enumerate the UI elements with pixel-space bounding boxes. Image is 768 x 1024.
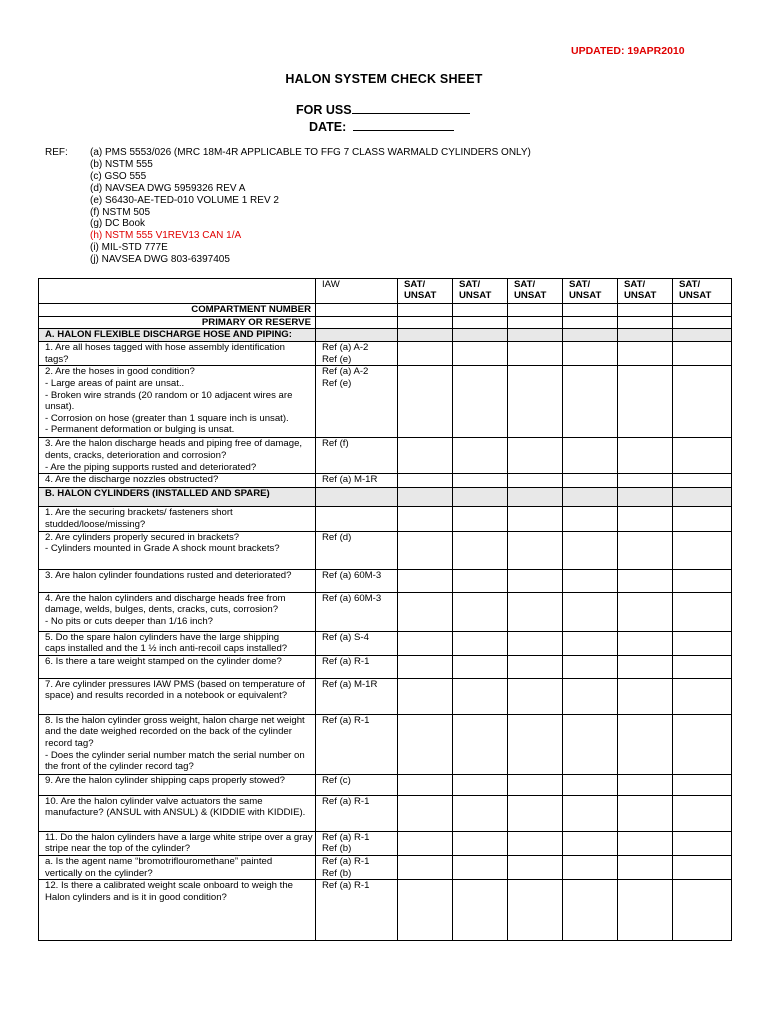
sat-unsat-cell[interactable] [618, 507, 673, 531]
table-row [39, 655, 732, 678]
iaw-reference: Ref (a) R-1 [316, 880, 398, 941]
sat-header [618, 279, 673, 304]
iaw-reference [316, 488, 398, 507]
sat-unsat-cell[interactable] [508, 714, 563, 774]
ref-label: REF: [45, 147, 68, 158]
sat-unsat-cell[interactable] [563, 507, 618, 531]
compartment-row [39, 304, 732, 317]
table-row [39, 531, 732, 569]
iaw-reference: Ref (a) R-1 Ref (b) [316, 831, 398, 855]
iaw-reference: Ref (a) 60M-3 [316, 569, 398, 592]
sat-unsat-cell [618, 488, 673, 507]
sat-unsat-cell[interactable] [563, 831, 618, 855]
sat-unsat-cell[interactable] [508, 631, 563, 655]
table-row [39, 678, 732, 714]
sat-unsat-cell[interactable] [453, 474, 508, 488]
sat-label: SAT/ [459, 279, 481, 290]
reference-item: (c) GSO 555 [90, 170, 147, 182]
updated-date: UPDATED: 19APR2010 [571, 45, 685, 57]
sat-unsat-cell [618, 329, 673, 342]
sat-unsat-cell[interactable] [398, 507, 453, 531]
table-row [39, 795, 732, 831]
iaw-reference: Ref (a) R-1 [316, 655, 398, 678]
item-header [39, 279, 316, 304]
sat-cell[interactable] [453, 304, 508, 317]
table-row [39, 342, 732, 366]
table-row [39, 569, 732, 592]
check-item-text: 10. Are the halon cylinder valve actuators the same manufacture? (ANSUL with ANSUL) & (KIDDIE with KIDDIE). [39, 795, 316, 831]
sat-unsat-cell[interactable] [673, 631, 732, 655]
sat-unsat-cell[interactable] [563, 855, 618, 879]
sat-unsat-cell[interactable] [563, 774, 618, 795]
table-row [39, 366, 732, 438]
table-row [39, 507, 732, 531]
iaw-reference: Ref (f) [316, 438, 398, 474]
sat-unsat-cell[interactable] [618, 592, 673, 631]
sat-unsat-cell[interactable] [673, 880, 732, 941]
sat-unsat-cell[interactable] [453, 678, 508, 714]
sat-unsat-cell[interactable] [453, 342, 508, 366]
sat-header [508, 279, 563, 304]
sat-header [673, 279, 732, 304]
iaw-reference: Ref (a) R-1 Ref (b) [316, 855, 398, 879]
check-item-text: a. Is the agent name “bromotriflouromethane” painted vertically on the cylinder? [39, 855, 316, 879]
sat-unsat-cell[interactable] [618, 569, 673, 592]
sat-unsat-cell[interactable] [398, 795, 453, 831]
date-blank[interactable] [353, 119, 454, 131]
sat-unsat-cell[interactable] [508, 880, 563, 941]
sat-unsat-cell[interactable] [508, 678, 563, 714]
unsat-label: UNSAT [514, 290, 547, 301]
sat-unsat-cell[interactable] [673, 714, 732, 774]
sat-unsat-cell[interactable] [618, 342, 673, 366]
reference-item: (j) NAVSEA DWG 803-6397405 [90, 254, 230, 266]
reference-item: (i) MIL-STD 777E [90, 242, 168, 254]
check-item-text: 3. Are the halon discharge heads and piping free of damage, dents, cracks, deterioration and corrosion? - Are the piping supports rusted and deteriorated? [39, 438, 316, 474]
reference-item: (g) DC Book [90, 218, 146, 230]
sat-unsat-cell[interactable] [618, 631, 673, 655]
check-item-text: 2. Are cylinders properly secured in brackets? - Cylinders mounted in Grade A shock mount brackets? [39, 531, 316, 569]
iaw-reference: Ref (d) [316, 531, 398, 569]
sat-unsat-cell[interactable] [453, 774, 508, 795]
sat-cell[interactable] [453, 316, 508, 329]
sat-unsat-cell [398, 329, 453, 342]
sat-unsat-cell[interactable] [453, 592, 508, 631]
sat-unsat-cell[interactable] [398, 714, 453, 774]
sat-unsat-cell[interactable] [508, 507, 563, 531]
for-uss-line [296, 102, 470, 117]
sat-unsat-cell[interactable] [618, 655, 673, 678]
sat-unsat-cell[interactable] [508, 795, 563, 831]
sat-unsat-cell[interactable] [563, 631, 618, 655]
sat-unsat-cell[interactable] [453, 855, 508, 879]
check-item-text: 8. Is the halon cylinder gross weight, halon charge net weight and the date weighed recorded on the back of the cylinder record tag? - Does the cylinder serial number match the serial number on the front of the cylinder record tag? [39, 714, 316, 774]
sat-unsat-cell[interactable] [398, 855, 453, 879]
sat-unsat-cell[interactable] [398, 342, 453, 366]
sat-unsat-cell[interactable] [673, 569, 732, 592]
sat-unsat-cell[interactable] [508, 531, 563, 569]
reference-list [90, 147, 531, 266]
sat-unsat-cell[interactable] [563, 880, 618, 941]
unsat-label: UNSAT [679, 290, 712, 301]
sat-unsat-cell[interactable] [563, 678, 618, 714]
table-row [39, 631, 732, 655]
sat-unsat-cell[interactable] [618, 795, 673, 831]
check-item-text: 12. Is there a calibrated weight scale onboard to weigh the Halon cylinders and is it in good condition? [39, 880, 316, 941]
sat-label: SAT/ [404, 279, 426, 290]
for-uss-blank[interactable] [352, 102, 470, 114]
iaw-reference: Ref (c) [316, 774, 398, 795]
sat-unsat-cell[interactable] [673, 474, 732, 488]
date-line [309, 119, 454, 134]
sat-unsat-cell[interactable] [398, 774, 453, 795]
table-row [39, 880, 732, 941]
sat-unsat-cell[interactable] [508, 855, 563, 879]
sat-unsat-cell[interactable] [398, 474, 453, 488]
sat-unsat-cell[interactable] [453, 655, 508, 678]
reference-item: (b) NSTM 555 [90, 158, 153, 170]
section-row [39, 488, 732, 507]
sat-unsat-cell[interactable] [618, 438, 673, 474]
unsat-label: UNSAT [569, 290, 602, 301]
check-item-text: 11. Do the halon cylinders have a large white stripe over a gray stripe near the top of the cylinder? [39, 831, 316, 855]
table-row [39, 592, 732, 631]
sat-unsat-cell[interactable] [453, 831, 508, 855]
sat-cell[interactable] [673, 304, 732, 317]
sat-unsat-cell[interactable] [508, 569, 563, 592]
sat-unsat-cell[interactable] [398, 655, 453, 678]
check-item-text: 9. Are the halon cylinder shipping caps properly stowed? [39, 774, 316, 795]
sat-unsat-cell[interactable] [673, 678, 732, 714]
sat-unsat-cell[interactable] [453, 631, 508, 655]
check-item-text: 6. Is there a tare weight stamped on the cylinder dome? [39, 655, 316, 678]
sat-unsat-cell[interactable] [453, 507, 508, 531]
sat-unsat-cell[interactable] [453, 714, 508, 774]
sat-unsat-cell[interactable] [618, 880, 673, 941]
unsat-label: UNSAT [624, 290, 657, 301]
sat-label: SAT/ [624, 279, 646, 290]
check-item-text: 2. Are the hoses in good condition? - Large areas of paint are unsat.. - Broken wire strands (20 random or 10 adjacent wires are unsat). - Corrosion on hose (greater than 1 square inch is unsat). - Permanent deformation or bulging is unsat. [39, 366, 316, 438]
sat-unsat-cell[interactable] [508, 474, 563, 488]
sat-unsat-cell[interactable] [563, 795, 618, 831]
reference-item: (f) NSTM 505 [90, 206, 151, 218]
sat-unsat-cell[interactable] [618, 474, 673, 488]
section-heading: B. HALON CYLINDERS (INSTALLED AND SPARE) [39, 488, 316, 507]
sat-unsat-cell [508, 329, 563, 342]
sat-cell[interactable] [673, 316, 732, 329]
iaw-reference: Ref (a) S-4 [316, 631, 398, 655]
primary-reserve-row [39, 316, 732, 329]
sat-unsat-cell[interactable] [618, 366, 673, 438]
sat-unsat-cell[interactable] [508, 774, 563, 795]
sat-unsat-cell [563, 329, 618, 342]
sat-unsat-cell[interactable] [398, 631, 453, 655]
iaw-reference [316, 329, 398, 342]
sat-unsat-cell[interactable] [453, 438, 508, 474]
sat-unsat-cell[interactable] [618, 678, 673, 714]
sat-unsat-cell[interactable] [563, 531, 618, 569]
sat-unsat-cell[interactable] [618, 531, 673, 569]
table-row [39, 774, 732, 795]
iaw-reference: Ref (a) M-1R [316, 678, 398, 714]
table-row [39, 714, 732, 774]
iaw-header: IAW [316, 279, 398, 304]
check-item-text: 1. Are all hoses tagged with hose assembly identification tags? [39, 342, 316, 366]
sat-cell[interactable] [398, 304, 453, 317]
sat-unsat-cell[interactable] [673, 831, 732, 855]
iaw-cell [316, 316, 398, 329]
date-label: DATE: [309, 120, 347, 134]
section-row [39, 329, 732, 342]
reference-item: (h) NSTM 555 V1REV13 CAN 1/A [90, 230, 242, 242]
sat-unsat-cell[interactable] [398, 569, 453, 592]
sat-cell[interactable] [508, 304, 563, 317]
check-item-text: 4. Are the halon cylinders and discharge heads free from damage, welds, bulges, dents, cracks, cuts, corrosion? - No pits or cuts deeper than 1/16 inch? [39, 592, 316, 631]
sat-unsat-cell[interactable] [508, 342, 563, 366]
iaw-reference: Ref (a) A-2 Ref (e) [316, 342, 398, 366]
sat-unsat-cell[interactable] [563, 655, 618, 678]
sat-cell[interactable] [563, 316, 618, 329]
check-table [38, 278, 732, 941]
check-item-text: 1. Are the securing brackets/ fasteners short studded/loose/missing? [39, 507, 316, 531]
iaw-reference: Ref (a) M-1R [316, 474, 398, 488]
sat-unsat-cell[interactable] [453, 366, 508, 438]
for-uss-label: FOR USS [296, 103, 352, 117]
sat-unsat-cell [563, 488, 618, 507]
iaw-cell [316, 304, 398, 317]
sat-unsat-cell[interactable] [618, 831, 673, 855]
sat-unsat-cell[interactable] [673, 507, 732, 531]
sat-unsat-cell [453, 329, 508, 342]
sat-unsat-cell[interactable] [453, 531, 508, 569]
sat-unsat-cell[interactable] [673, 774, 732, 795]
sat-unsat-cell[interactable] [398, 880, 453, 941]
sat-unsat-cell[interactable] [453, 880, 508, 941]
page-title: HALON SYSTEM CHECK SHEET [285, 72, 483, 86]
sat-cell[interactable] [563, 304, 618, 317]
sat-unsat-cell[interactable] [563, 366, 618, 438]
sat-unsat-cell[interactable] [508, 592, 563, 631]
table-row [39, 474, 732, 488]
sat-unsat-cell[interactable] [398, 592, 453, 631]
unsat-label: UNSAT [404, 290, 437, 301]
sat-unsat-cell[interactable] [398, 366, 453, 438]
sat-unsat-cell[interactable] [398, 531, 453, 569]
sat-cell[interactable] [618, 316, 673, 329]
sat-unsat-cell [673, 329, 732, 342]
unsat-label: UNSAT [459, 290, 492, 301]
table-row [39, 831, 732, 855]
sat-label: SAT/ [514, 279, 536, 290]
sat-unsat-cell[interactable] [673, 531, 732, 569]
sat-unsat-cell[interactable] [563, 592, 618, 631]
check-item-text: 7. Are cylinder pressures IAW PMS (based on temperature of space) and results recorded in a notebook or equivalent? [39, 678, 316, 714]
sat-cell[interactable] [618, 304, 673, 317]
sat-unsat-cell[interactable] [563, 438, 618, 474]
sat-unsat-cell[interactable] [508, 438, 563, 474]
sat-unsat-cell [398, 488, 453, 507]
iaw-reference [316, 507, 398, 531]
sat-unsat-cell[interactable] [673, 592, 732, 631]
sat-label: SAT/ [679, 279, 701, 290]
sat-header [453, 279, 508, 304]
iaw-reference: Ref (a) R-1 [316, 714, 398, 774]
sat-unsat-cell[interactable] [673, 366, 732, 438]
table-row [39, 855, 732, 879]
sat-unsat-cell[interactable] [508, 366, 563, 438]
iaw-reference: Ref (a) A-2 Ref (e) [316, 366, 398, 438]
sat-unsat-cell[interactable] [508, 655, 563, 678]
sat-unsat-cell [453, 488, 508, 507]
sat-unsat-cell[interactable] [618, 714, 673, 774]
reference-item: (e) S6430-AE-TED-010 VOLUME 1 REV 2 [90, 194, 279, 206]
sat-unsat-cell[interactable] [673, 438, 732, 474]
sat-unsat-cell[interactable] [563, 474, 618, 488]
sat-unsat-cell[interactable] [398, 438, 453, 474]
sat-unsat-cell[interactable] [398, 831, 453, 855]
sat-unsat-cell[interactable] [673, 342, 732, 366]
iaw-reference: Ref (a) 60M-3 [316, 592, 398, 631]
primary-or-reserve-label: PRIMARY OR RESERVE [39, 316, 316, 329]
sat-unsat-cell[interactable] [453, 795, 508, 831]
iaw-reference: Ref (a) R-1 [316, 795, 398, 831]
sat-unsat-cell[interactable] [398, 678, 453, 714]
sat-label: SAT/ [569, 279, 591, 290]
sat-unsat-cell [508, 488, 563, 507]
sat-header [398, 279, 453, 304]
sat-unsat-cell[interactable] [618, 774, 673, 795]
compartment-number-label: COMPARTMENT NUMBER [39, 304, 316, 317]
header-row [39, 279, 732, 304]
section-heading: A. HALON FLEXIBLE DISCHARGE HOSE AND PIPING: [39, 329, 316, 342]
sat-unsat-cell[interactable] [673, 655, 732, 678]
reference-item: (d) NAVSEA DWG 5959326 REV A [90, 182, 246, 194]
reference-item: (a) PMS 5553/026 (MRC 18M-4R APPLICABLE TO FFG 7 CLASS WARMALD CYLINDERS ONLY) [90, 147, 531, 158]
table-row [39, 438, 732, 474]
check-item-text: 4. Are the discharge nozzles obstructed? [39, 474, 316, 488]
sat-unsat-cell [673, 488, 732, 507]
sat-unsat-cell[interactable] [563, 342, 618, 366]
check-item-text: 3. Are halon cylinder foundations rusted and deteriorated? [39, 569, 316, 592]
sat-unsat-cell[interactable] [508, 831, 563, 855]
sat-unsat-cell[interactable] [453, 569, 508, 592]
sat-cell[interactable] [508, 316, 563, 329]
sat-unsat-cell[interactable] [673, 855, 732, 879]
sat-unsat-cell[interactable] [618, 855, 673, 879]
sat-unsat-cell[interactable] [673, 795, 732, 831]
sat-cell[interactable] [398, 316, 453, 329]
check-item-text: 5. Do the spare halon cylinders have the large shipping caps installed and the 1 ½ inch anti-recoil caps installed? [39, 631, 316, 655]
sat-header [563, 279, 618, 304]
sat-unsat-cell[interactable] [563, 569, 618, 592]
sat-unsat-cell[interactable] [563, 714, 618, 774]
